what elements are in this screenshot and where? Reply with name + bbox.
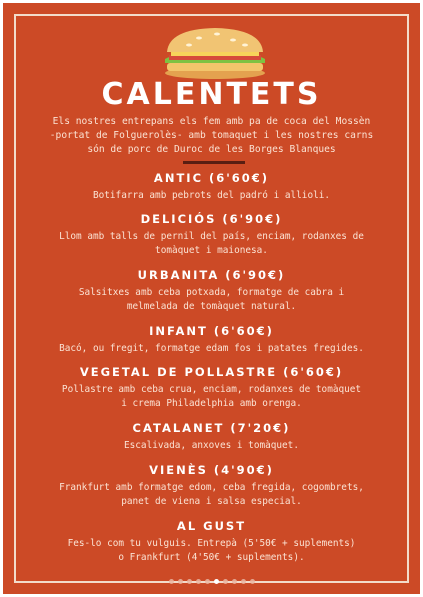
item-name: CATALANET (7'20€): [132, 421, 291, 435]
menu-item-urbanita: [21, 268, 402, 314]
sandwich-icon: [159, 25, 271, 81]
item-name: ANTIC (6'60€): [153, 171, 270, 185]
carousel-dot[interactable]: [250, 579, 255, 584]
menu-item-delicios: [21, 212, 402, 258]
item-name: URBANITA (6'90€): [137, 268, 286, 282]
item-name: INFANT (6'60€): [149, 324, 274, 338]
carousel-dot[interactable]: [169, 579, 174, 584]
menu-item-al-gust: [21, 519, 402, 565]
item-desc: tomàquet i maionesa.: [155, 245, 268, 256]
carousel-dots[interactable]: [3, 579, 420, 584]
item-desc: Pollastre amb ceba crua, enciam, rodanxes de tomàquet: [61, 384, 362, 395]
intro-line: són de porc de Duroc de les Borges Blanques: [87, 144, 336, 155]
item-desc: Llom amb talls de pernil del país, enciam, rodanxes de: [59, 231, 364, 242]
menu-title: CALENTETS: [101, 77, 322, 112]
item-desc: Escalivada, anxoves i tomàquet.: [124, 440, 299, 451]
item-desc: Fes-lo com tu vulguis. Entrepà (5'50€ + suplements): [67, 538, 356, 549]
carousel-dot[interactable]: [223, 579, 228, 584]
intro-line: Els nostres entrepans els fem amb pa de coca del Mossèn: [52, 116, 371, 127]
carousel-dot[interactable]: [205, 579, 210, 584]
item-desc: i crema Philadelphia amb orenga.: [121, 398, 302, 409]
item-name: DELICIÓS (6'90€): [140, 212, 283, 226]
item-name: AL GUST: [176, 519, 247, 533]
item-desc: panet de viena i salsa especial.: [121, 496, 302, 507]
item-desc: o Frankfurt (4'50€ + suplements).: [118, 552, 305, 563]
item-desc: Bacó, ou fregit, formatge edam fos i patates fregides.: [59, 343, 364, 354]
menu-item-catalanet: [21, 421, 402, 453]
menu-poster: [3, 3, 420, 594]
menu-item-vegetal-de-pollastre: [21, 365, 402, 411]
intro-text: [23, 115, 400, 157]
carousel-dot[interactable]: [178, 579, 183, 584]
carousel-dot[interactable]: [214, 579, 219, 584]
carousel-dot[interactable]: [232, 579, 237, 584]
item-name: VEGETAL DE POLLASTRE (6'60€): [79, 365, 344, 379]
menu-item-infant: [21, 324, 402, 356]
item-desc: Salsitxes amb ceba potxada, formatge de cabra i: [78, 287, 345, 298]
item-name: VIENÈS (4'90€): [149, 463, 274, 477]
divider: [183, 161, 245, 164]
intro-line: -portat de Folguerolès- amb tomaquet i les nostres carns: [49, 130, 374, 141]
menu-item-antic: [21, 171, 402, 203]
item-desc: melmelada de tomàquet natural.: [126, 301, 297, 312]
carousel-dot[interactable]: [187, 579, 192, 584]
item-desc: Botifarra amb pebrots del padró i allioli.: [92, 190, 331, 201]
item-desc: Frankfurt amb formatge edom, ceba fregida, cogombrets,: [59, 482, 364, 493]
carousel-dot[interactable]: [196, 579, 201, 584]
menu-item-viennes: [21, 463, 402, 509]
carousel-dot[interactable]: [241, 579, 246, 584]
